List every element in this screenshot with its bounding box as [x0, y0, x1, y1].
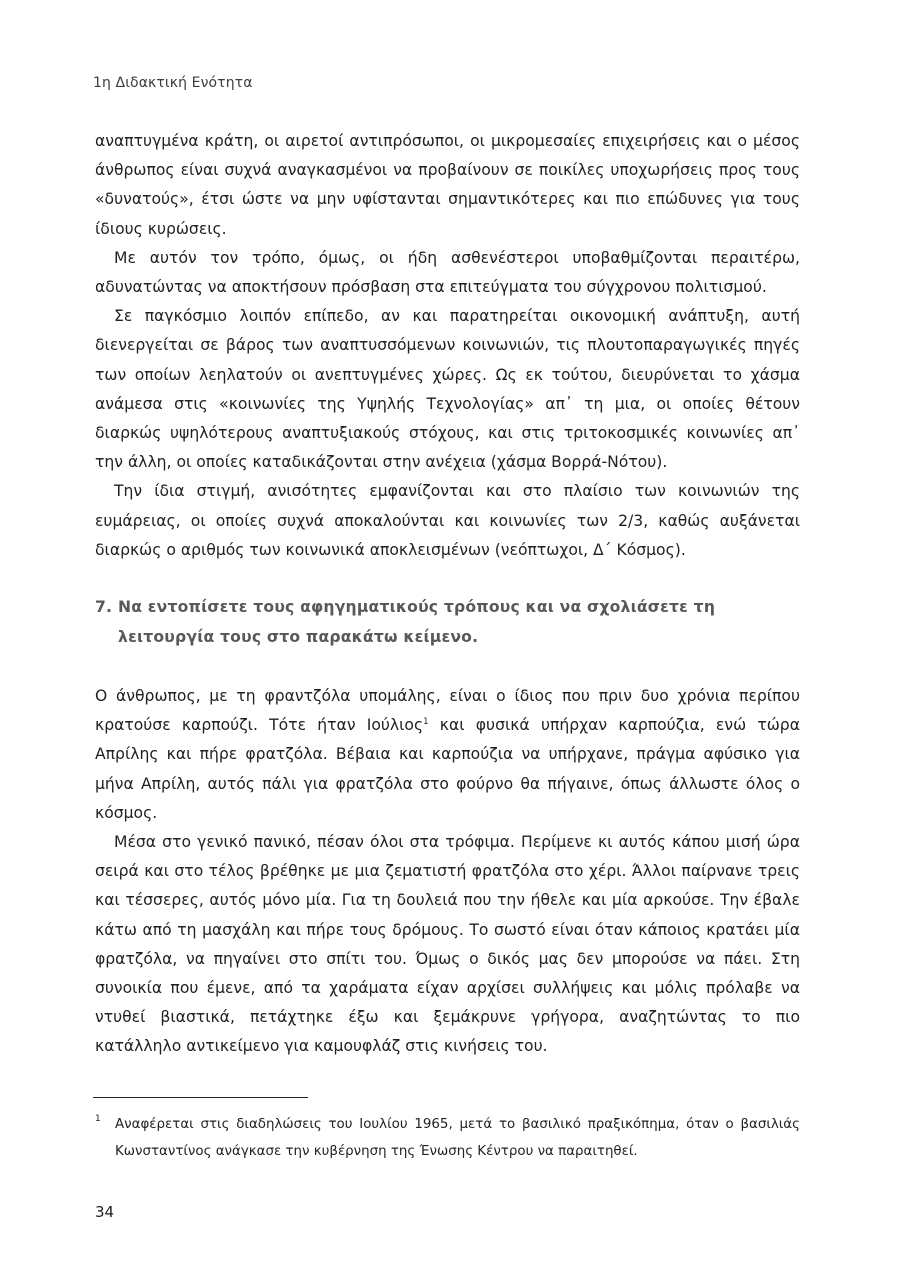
- running-header: 1η Διδακτική Ενότητα: [93, 75, 253, 91]
- excerpt-text: Ο άνθρωπος, με τη φραντζόλα υπομάλης, είναι ο ίδιος που πριν δυο χρόνια περίπου κρατούσε καρπούζι. Τότε ήταν Ιούλιος: [95, 687, 800, 735]
- excerpt-text: και φυσικά υπήρχαν καρπούζια, ενώ τώρα Απρίλης και πήρε φρατζόλα. Βέβαια και καρπούζια να υπήρχανε, πράγμα αφύσικο για μήνα Απρίλη, αυτός πάλι για φρατζόλα στο φούρνο θα πήγαινε, όπως άλλωστε όλος ο κόσμος.: [95, 716, 800, 822]
- exercise-number: 7.: [95, 598, 113, 616]
- paragraph: Σε παγκόσμιο λοιπόν επίπεδο, αν και παρατηρείται οικονομική ανάπτυξη, αυτή διενεργείται σε βάρος των αναπτυσσόμενων κοινωνιών, τις πλουτοπαραγωγικές πηγές των οποίων λεηλατούν οι ανεπτυγμένες χώρες. Ως εκ τούτου, διευρύνεται το χάσμα ανάμεσα στις «κοινωνίες της Υψηλής Τεχνολογίας» απ᾽ τη μια, οι οποίες θέτουν διαρκώς υψηλότερους αναπτυξιακούς στόχους, και στις τριτοκοσμικές κοινωνίες απ᾽ την άλλη, οι οποίες καταδικάζονται στην ανέχεια (χάσμα Βορρά-Νότου).: [95, 307, 800, 472]
- exercise-heading: [95, 593, 800, 652]
- page-number: 34: [95, 1203, 115, 1221]
- excerpt-paragraph: Μέσα στο γενικό πανικό, πέσαν όλοι στα τρόφιμα. Περίμενε κι αυτός κάπου μισή ώρα σειρά και στο τέλος βρέθηκε με μια ζεματιστή φρατζόλα στο χέρι. Άλλοι παίρνανε τρεις και τέσσερες, αυτός μόνο μία. Για τη δουλειά που την ήθελε και μία αρκούσε. Την έβαλε κάτω από τη μασχάλη και πήρε τους δρόμους. Το σωστό είναι όταν κάποιος κρατάει μία φρατζόλα, να πηγαίνει στο σπίτι του. Όμως ο δικός μας δεν μπορούσε να πάει. Στη συνοικία που έμενε, από τα χαράματα είχαν αρχίσει συλλήψεις και μόλις πρόλαβε να ντυθεί βιαστικά, πετάχτηκε έξω και ξεμάκρυνε γρήγορα, αναζητώντας το πιο κατάλληλο αντικείμενο για καμουφλάζ στις κινήσεις του.: [95, 833, 800, 1056]
- footnote-reference[interactable]: 1: [423, 717, 429, 728]
- exercise-instruction: Να εντοπίσετε τους αφηγηματικούς τρόπους και να σχολιάσετε τη λειτουργία τους στο παρακάτω κείμενο.: [118, 598, 716, 646]
- footnote-divider: [93, 1097, 308, 1098]
- main-text-section: [95, 127, 800, 565]
- footnote-text: Αναφέρεται στις διαδηλώσεις του Ιουλίου 1965, μετά το βασιλικό πραξικόπημα, όταν ο βασιλιάς Κωνσταντίνος ανάγκασε την κυβέρνηση της Ένωσης Κέντρου να παραιτηθεί.: [115, 1117, 800, 1159]
- excerpt-paragraph: [95, 682, 800, 828]
- paragraph: αναπτυγμένα κράτη, οι αιρετοί αντιπρόσωποι, οι μικρομεσαίες επιχειρήσεις και ο μέσος άνθρωπος είναι συχνά αναγκασμένοι να προβαίνουν σε ποικίλες υποχωρήσεις προς τους «δυνατούς», έτσι ώστε να μην υφίστανται σημαντικότερες και πιο επώδυνες για τους ίδιους κυρώσεις.: [95, 132, 800, 238]
- excerpt-text-section: [95, 682, 800, 1062]
- footnote-mark: 1: [95, 1114, 101, 1124]
- paragraph: Με αυτόν τον τρόπο, όμως, οι ήδη ασθενέστεροι υποβαθμίζονται περαιτέρω, αδυνατώντας να αποκτήσουν πρόσβαση στα επιτεύγματα του σύγχρονου πολιτισμού.: [95, 248, 800, 297]
- paragraph: Την ίδια στιγμή, ανισότητες εμφανίζονται και στο πλαίσιο των κοινωνιών της ευμάρειας, οι οποίες συχνά αποκαλούνται και κοινωνίες των 2/3, καθώς αυξάνεται διαρκώς ο αριθμός των κοινωνικά αποκλεισμένων (νεόπτωχοι, Δ΄ Κόσμος).: [95, 482, 800, 559]
- footnote: [95, 1111, 800, 1165]
